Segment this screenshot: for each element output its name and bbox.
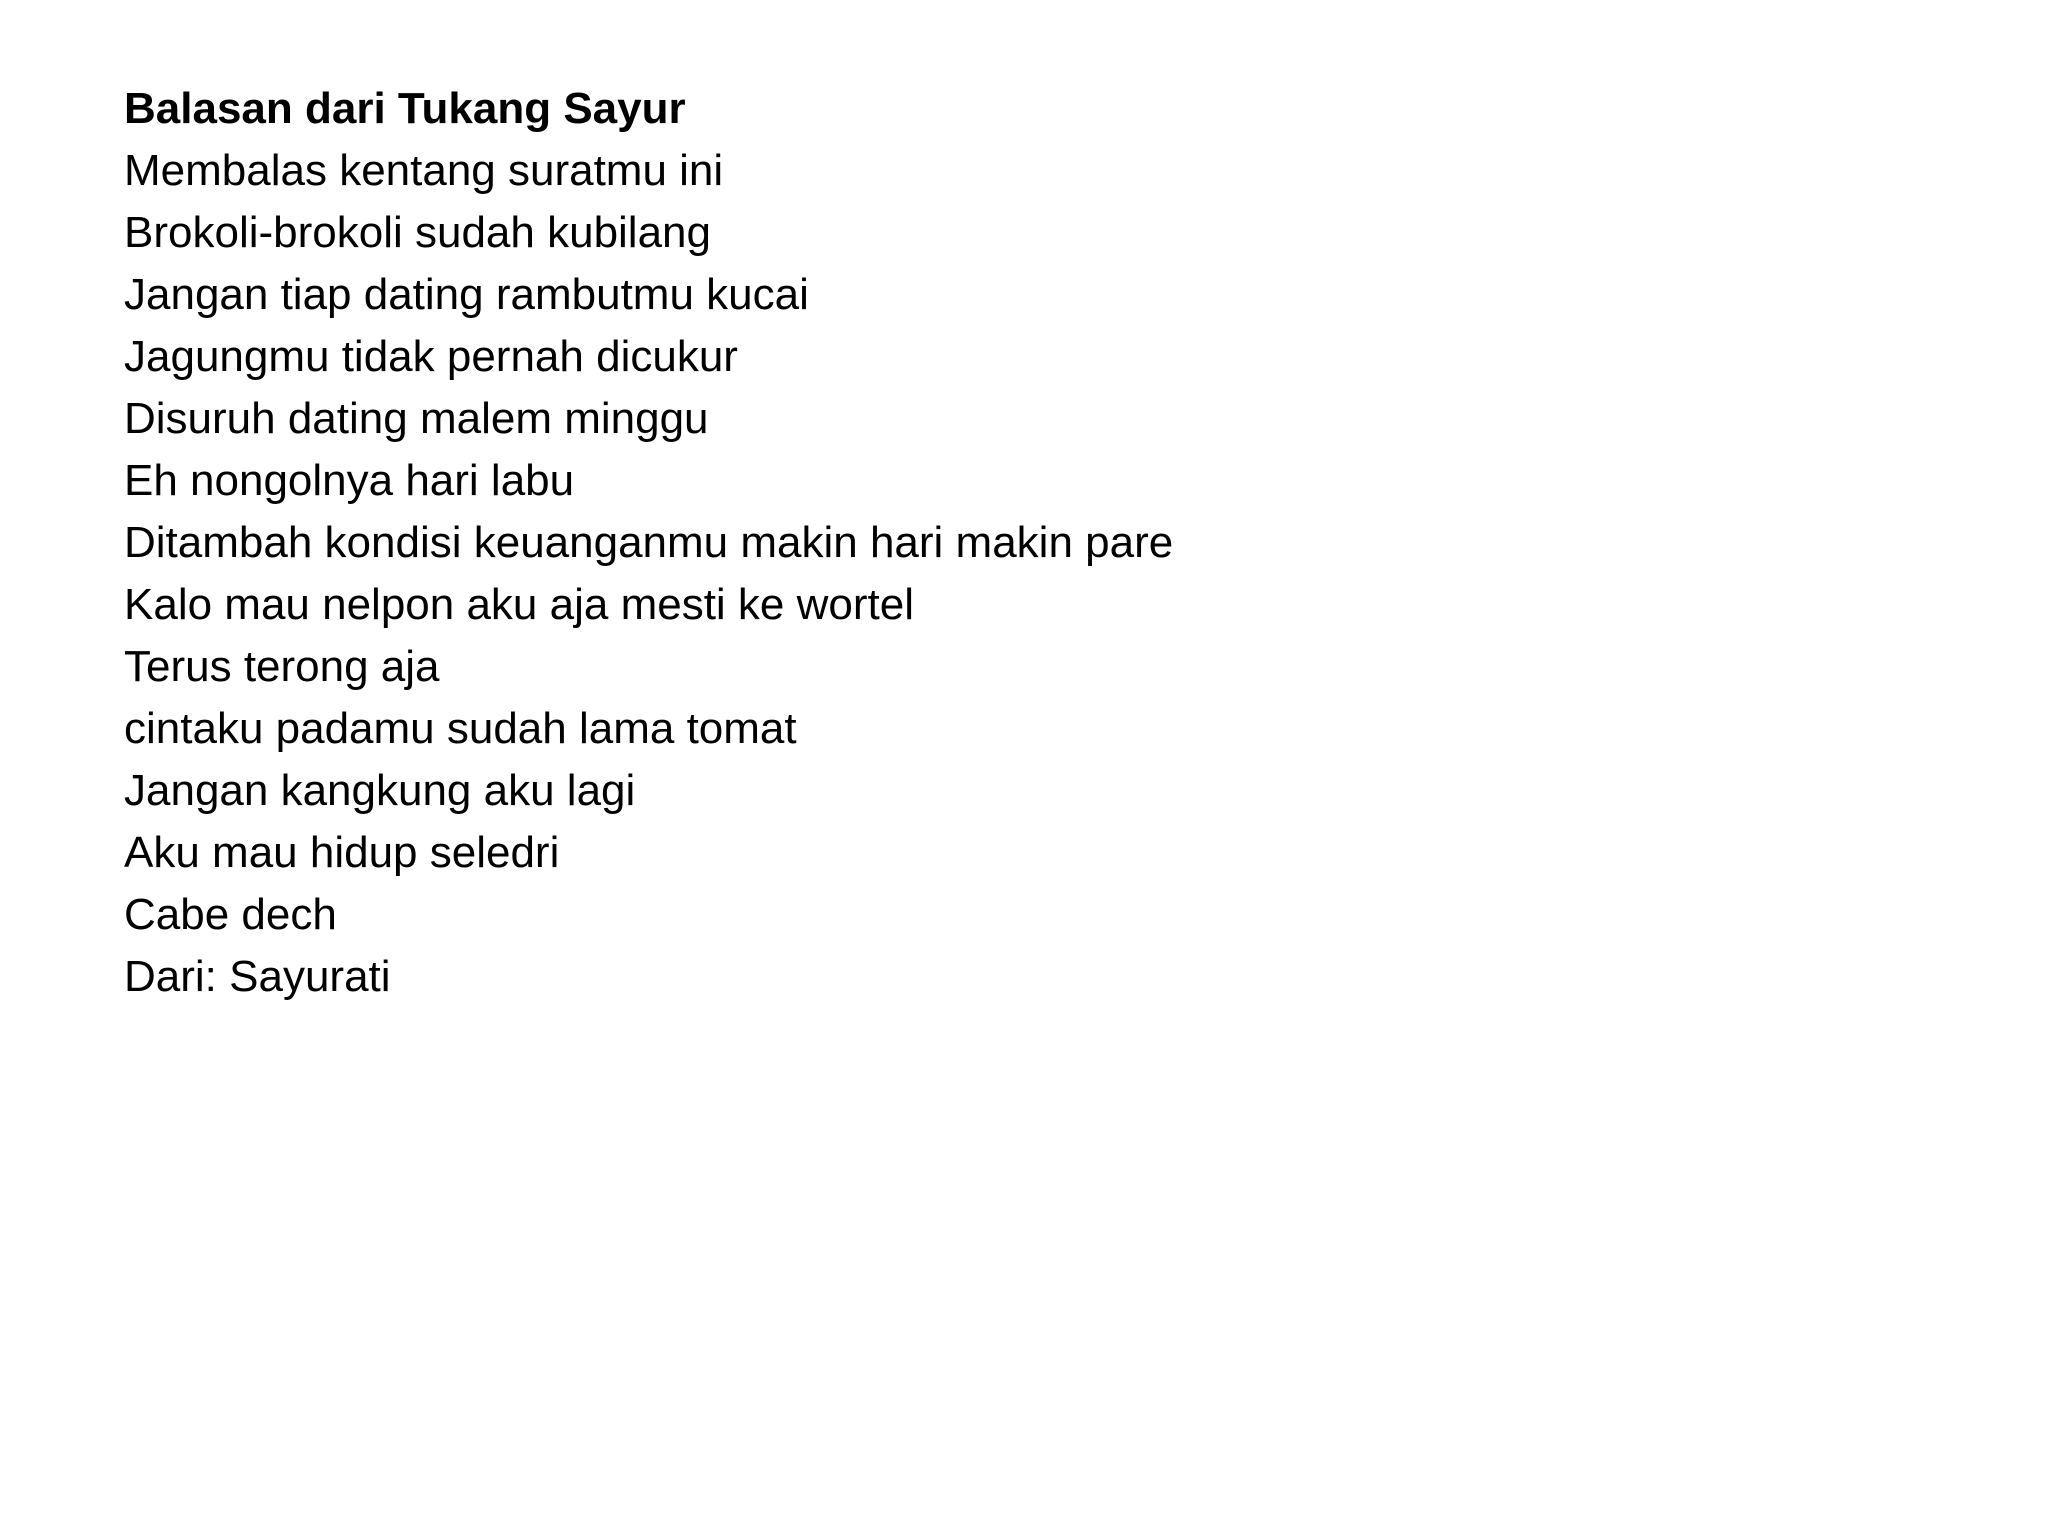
poem-line: Membalas kentang suratmu ini — [124, 146, 724, 195]
poem-line: Cabe dech — [124, 890, 337, 939]
poem-signature: Dari: Sayurati — [124, 952, 391, 1001]
poem-line: Aku mau hidup seledri — [124, 828, 560, 877]
poem-line: Terus terong aja — [124, 642, 440, 691]
poem-line: Jangan tiap dating rambutmu kucai — [124, 270, 809, 319]
poem-line: Jagungmu tidak pernah dicukur — [124, 332, 738, 381]
poem-line: Disuruh dating malem minggu — [124, 394, 709, 443]
poem-line: Brokoli-brokoli sudah kubilang — [124, 208, 711, 257]
poem-line: cintaku padamu sudah lama tomat — [124, 704, 797, 753]
poem-line: Ditambah kondisi keuanganmu makin hari makin pare — [124, 518, 1174, 567]
poem-text-block — [124, 78, 1924, 1008]
poem-line: Jangan kangkung aku lagi — [124, 766, 636, 815]
poem-line: Eh nongolnya hari labu — [124, 456, 575, 505]
poem-line: Kalo mau nelpon aku aja mesti ke wortel — [124, 580, 914, 629]
poem-title: Balasan dari Tukang Sayur — [124, 84, 686, 133]
